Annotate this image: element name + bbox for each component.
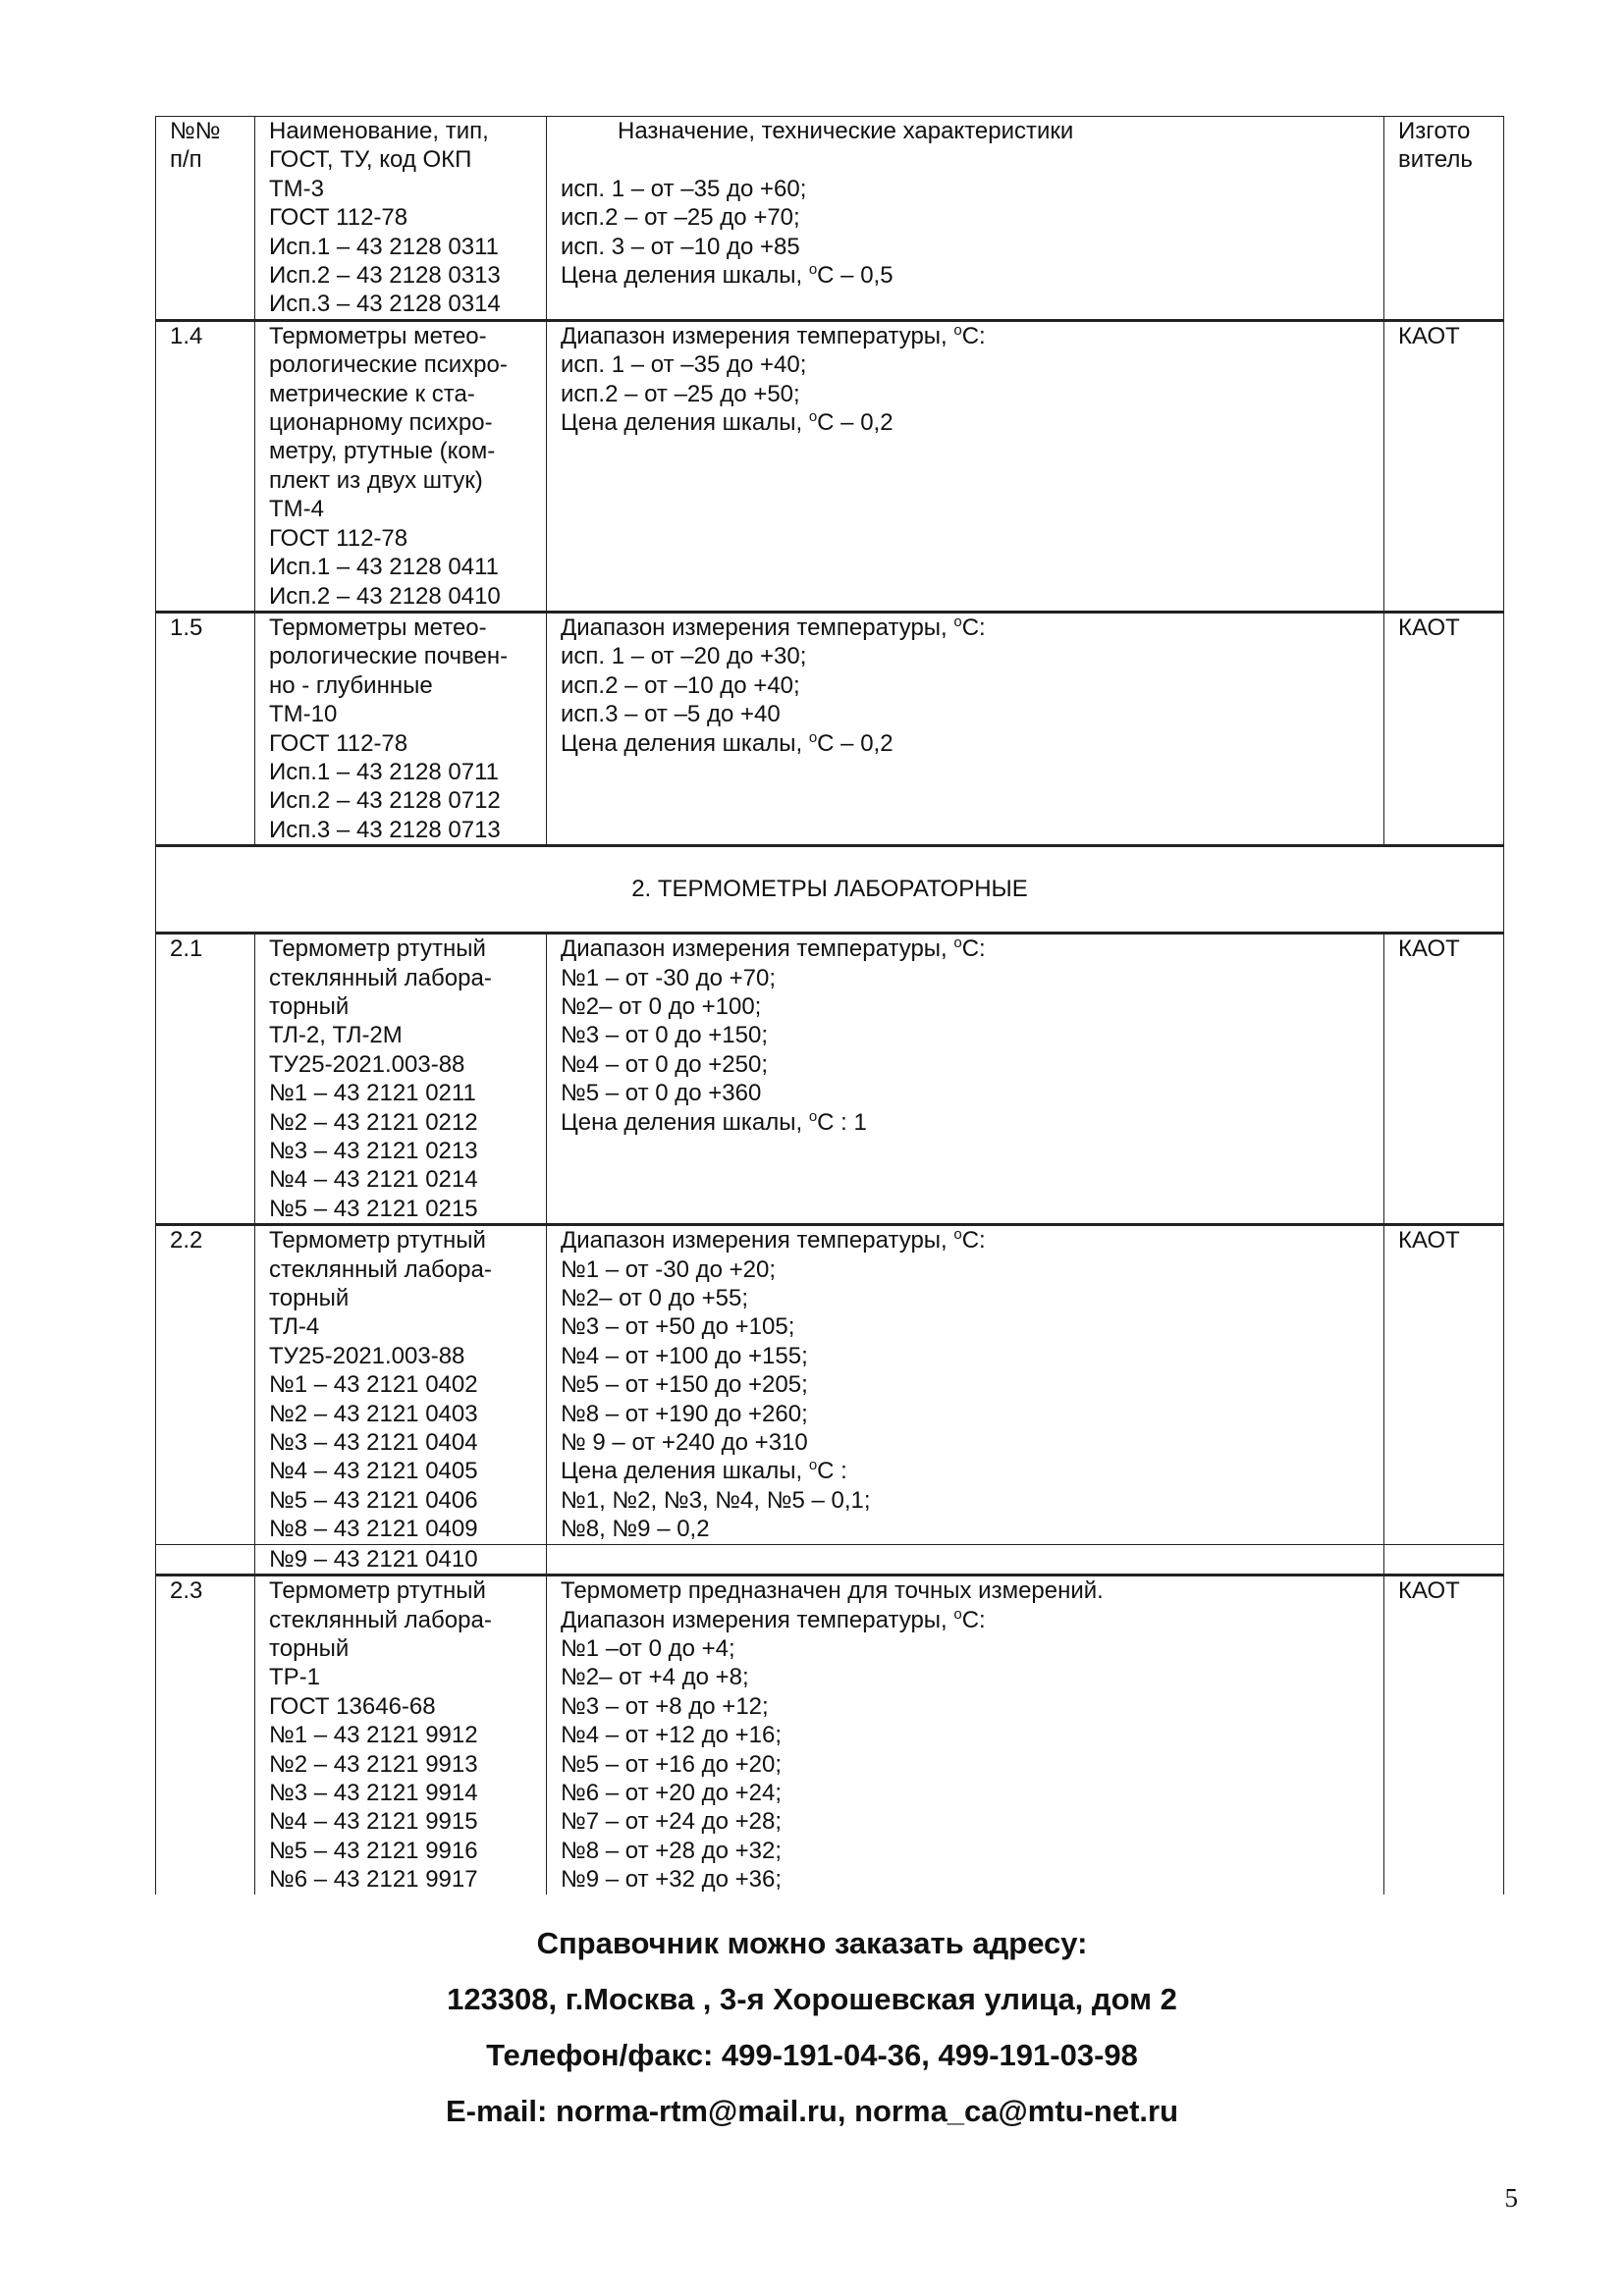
cell-line: Исп.1 – 43 2128 0411 — [269, 554, 499, 581]
cell-line: №7 – от +24 до +28; — [561, 1808, 783, 1836]
cell-number: 2.1 — [156, 934, 255, 1225]
cell-line: №8 – от +190 до +260; — [561, 1400, 808, 1427]
table-row — [156, 1575, 1504, 1895]
cell-line: №4 – от +12 до +16; — [561, 1722, 783, 1749]
cell-line: Диапазон измерения температуры, $^o$С: — [561, 613, 986, 641]
cell-line: стеклянный лабора- — [269, 964, 492, 991]
cell-line: №8, №9 – 0,2 — [561, 1516, 710, 1543]
cell-line: Термометр предназначен для точных измерений. — [561, 1577, 1104, 1605]
cell-line: Исп.1 – 43 2128 0711 — [269, 758, 499, 785]
cell-line: ТМ-3 — [269, 175, 324, 202]
cell-line: плект из двух штук) — [269, 466, 483, 494]
cell-line: №1 – 43 2121 0402 — [269, 1371, 478, 1399]
cell-spec — [547, 934, 1384, 1225]
cell-number — [156, 1544, 255, 1575]
cell-line: стеклянный лабора- — [269, 1255, 492, 1283]
cell-line: Исп.2 – 43 2128 0712 — [269, 787, 501, 815]
cell-spec — [547, 117, 1384, 321]
cell-maker: КАОТ — [1384, 320, 1504, 612]
cell-line: №3 – от +8 до +12; — [561, 1692, 769, 1720]
cell-line: № 9 – от +240 до +310 — [561, 1429, 808, 1457]
cell-line: №6 – от +20 до +24; — [561, 1779, 783, 1806]
cell-line: ГОСТ, ТУ, код ОКП — [269, 146, 472, 174]
cell-line: исп. 1 – от –20 до +30; — [561, 643, 807, 670]
cell-line: №2 – 43 2121 0403 — [269, 1400, 478, 1427]
cell-name — [255, 934, 547, 1225]
cell-line: №1 –от 0 до +4; — [561, 1634, 735, 1662]
cell-line: Цена деления шкалы, $^o$С – 0,2 — [561, 728, 893, 757]
cell-line: Цена деления шкалы, $^o$С – 0,5 — [561, 261, 893, 290]
table-row — [156, 934, 1504, 1225]
cell-line: но - глубинные — [269, 671, 433, 699]
table-row — [156, 1544, 1504, 1575]
table-row — [156, 1225, 1504, 1544]
cell-line: №4 – 43 2121 0214 — [269, 1166, 478, 1194]
cell-line: №1, №2, №3, №4, №5 – 0,1; — [561, 1486, 871, 1514]
cell-line: исп.2 – от –25 до +70; — [561, 204, 800, 232]
cell-line: №4 – от 0 до +250; — [561, 1050, 769, 1078]
cell-line: №1 – 43 2121 0211 — [269, 1080, 476, 1107]
cell-line: №1 – от -30 до +20; — [561, 1255, 777, 1283]
cell-maker: КАОТ — [1384, 934, 1504, 1225]
footer-line-address: 123308, г.Москва , 3-я Хорошевская улица, дом 2 — [447, 1982, 1177, 2016]
cell-line: исп. 3 – от –10 до +85 — [561, 233, 800, 260]
page-number: 5 — [1504, 2183, 1518, 2213]
cell-line: №3 – 43 2121 9914 — [269, 1779, 478, 1806]
cell-line: Цена деления шкалы, $^o$С – 0,2 — [561, 408, 893, 437]
cell-line: метрические к ста- — [269, 380, 475, 407]
cell-line: торный — [269, 1634, 350, 1662]
cell-name — [255, 117, 547, 321]
cell-line: №8 – 43 2121 0409 — [269, 1516, 478, 1543]
cell-line: №2 – 43 2121 0212 — [269, 1108, 478, 1136]
cell-line: метру, ртутные (ком- — [269, 438, 496, 465]
cell-line: №2– от +4 до +8; — [561, 1664, 749, 1691]
cell-line: ТЛ-2, ТЛ-2М — [269, 1022, 403, 1049]
cell-spec — [547, 1225, 1384, 1544]
table-row — [156, 612, 1504, 845]
cell-maker: КАОТ — [1384, 612, 1504, 845]
cell-line: Исп.2 – 43 2128 0410 — [269, 582, 501, 610]
cell-line: Исп.3 – 43 2128 0713 — [269, 816, 501, 843]
cell-name: №9 – 43 2121 0410 — [255, 1544, 547, 1575]
cell-line: №3 – 43 2121 0404 — [269, 1429, 478, 1457]
table-row — [156, 117, 1504, 321]
cell-spec — [547, 1575, 1384, 1895]
cell-spec — [547, 1544, 1384, 1575]
cell-line: ТЛ-4 — [269, 1313, 320, 1341]
cell-line: исп. 1 – от –35 до +40; — [561, 351, 807, 379]
cell-line: Наименование, тип, — [269, 118, 489, 144]
cell-maker — [1384, 117, 1504, 321]
cell-line: Исп.3 – 43 2128 0314 — [269, 291, 501, 318]
cell-spec — [547, 320, 1384, 612]
cell-line: №5 – от 0 до +360 — [561, 1080, 762, 1107]
cell-line: №4 – 43 2121 0405 — [269, 1458, 478, 1485]
cell-line: рологические почвен- — [269, 643, 509, 670]
cell-line: ТР-1 — [269, 1664, 321, 1691]
cell-line: №5 – 43 2121 0215 — [269, 1195, 478, 1222]
table-row — [156, 320, 1504, 612]
cell-line: Диапазон измерения температуры, $^o$С: — [561, 321, 986, 349]
cell-line: ГОСТ 112-78 — [269, 524, 408, 552]
cell-line: №3 – от 0 до +150; — [561, 1022, 769, 1049]
cell-line: №3 – 43 2121 0213 — [269, 1138, 478, 1164]
cell-spec — [547, 612, 1384, 845]
cell-line: №4 – 43 2121 9915 — [269, 1808, 478, 1836]
cell-line: Термометры метео- — [269, 614, 487, 641]
cell-line: №4 – от +100 до +155; — [561, 1342, 808, 1369]
cell-line: ГОСТ 13646-68 — [269, 1692, 436, 1720]
cell-line: №9 – от +32 до +36; — [561, 1866, 783, 1894]
cell-name — [255, 1225, 547, 1544]
cell-number — [156, 117, 255, 321]
cell-line: Исп.1 – 43 2128 0311 — [269, 233, 499, 260]
cell-line: ТУ25-2021.003-88 — [269, 1342, 465, 1369]
cell-line: Термометр ртутный — [269, 935, 486, 963]
cell-line: витель — [1398, 146, 1473, 174]
cell-line: рологические психро- — [269, 351, 508, 379]
cell-name — [255, 612, 547, 845]
cell-line: №1 – от -30 до +70; — [561, 964, 777, 991]
section-title: 2. ТЕРМОМЕТРЫ ЛАБОРАТОРНЫЕ — [156, 846, 1504, 934]
section-row — [156, 846, 1504, 934]
cell-line: исп.2 – от –10 до +40; — [561, 671, 800, 699]
cell-line: Исп.2 – 43 2128 0313 — [269, 262, 501, 290]
cell-line: №5 – 43 2121 9916 — [269, 1837, 478, 1864]
cell-line: №6 – 43 2121 9917 — [269, 1866, 478, 1894]
cell-line: стеклянный лабора- — [269, 1606, 492, 1633]
cell-line: Диапазон измерения температуры, $^o$С: — [561, 1226, 986, 1255]
cell-line: ГОСТ 112-78 — [269, 729, 408, 757]
cell-line: №2– от 0 до +55; — [561, 1285, 749, 1312]
cell-line: №№ — [170, 118, 221, 144]
cell-line: Термометр ртутный — [269, 1227, 486, 1255]
cell-line: №1 – 43 2121 9912 — [269, 1722, 478, 1749]
cell-line: торный — [269, 1285, 350, 1312]
cell-line: Диапазон измерения температуры, $^o$С: — [561, 1605, 986, 1633]
cell-number: 1.5 — [156, 612, 255, 845]
cell-line: исп.3 – от –5 до +40 — [561, 701, 781, 728]
cell-line: №5 – 43 2121 0406 — [269, 1486, 478, 1514]
catalog-table — [155, 116, 1504, 1895]
cell-name — [255, 1575, 547, 1895]
cell-maker — [1384, 1544, 1504, 1575]
cell-line: №2– от 0 до +100; — [561, 992, 762, 1020]
cell-line: ТМ-10 — [269, 701, 338, 728]
footer-line-phone: Телефон/факс: 499-191-04-36, 499-191-03-98 — [486, 2038, 1138, 2072]
cell-number: 1.4 — [156, 320, 255, 612]
cell-line: ТМ-4 — [269, 496, 324, 523]
cell-line: Диапазон измерения температуры, $^o$С: — [561, 934, 986, 963]
cell-line: ционарному психро- — [269, 409, 493, 437]
cell-line: Цена деления шкалы, $^o$С : — [561, 1457, 847, 1485]
cell-maker: КАОТ — [1384, 1575, 1504, 1895]
cell-line: исп. 1 – от –35 до +60; — [561, 175, 807, 202]
cell-line: Цена деления шкалы, $^o$С : 1 — [561, 1107, 867, 1136]
cell-line: №8 – от +28 до +32; — [561, 1837, 783, 1864]
footer-line-order: Справочник можно заказать адресу: — [536, 1926, 1088, 1960]
cell-line: торный — [269, 992, 350, 1020]
cell-line: ТУ25-2021.003-88 — [269, 1050, 465, 1078]
cell-line: ГОСТ 112-78 — [269, 204, 408, 232]
cell-line: №2 – 43 2121 9913 — [269, 1750, 478, 1778]
cell-number: 2.3 — [156, 1575, 255, 1895]
cell-maker: КАОТ — [1384, 1225, 1504, 1544]
cell-number: 2.2 — [156, 1225, 255, 1544]
cell-line: №3 – от +50 до +105; — [561, 1313, 795, 1341]
column-header-purpose: Назначение, технические характеристики — [618, 118, 1074, 144]
cell-line: №5 – от +150 до +205; — [561, 1371, 808, 1399]
cell-line: №5 – от +16 до +20; — [561, 1750, 783, 1778]
cell-line: п/п — [170, 146, 202, 174]
footer-line-email: E-mail: norma-rtm@mail.ru, norma_ca@mtu-net.ru — [445, 2094, 1179, 2128]
cell-line: Термометры метео- — [269, 322, 487, 349]
cell-line: Термометр ртутный — [269, 1577, 486, 1605]
cell-line: Изгото — [1398, 118, 1471, 144]
cell-line: исп.2 – от –25 до +50; — [561, 380, 800, 407]
cell-name — [255, 320, 547, 612]
